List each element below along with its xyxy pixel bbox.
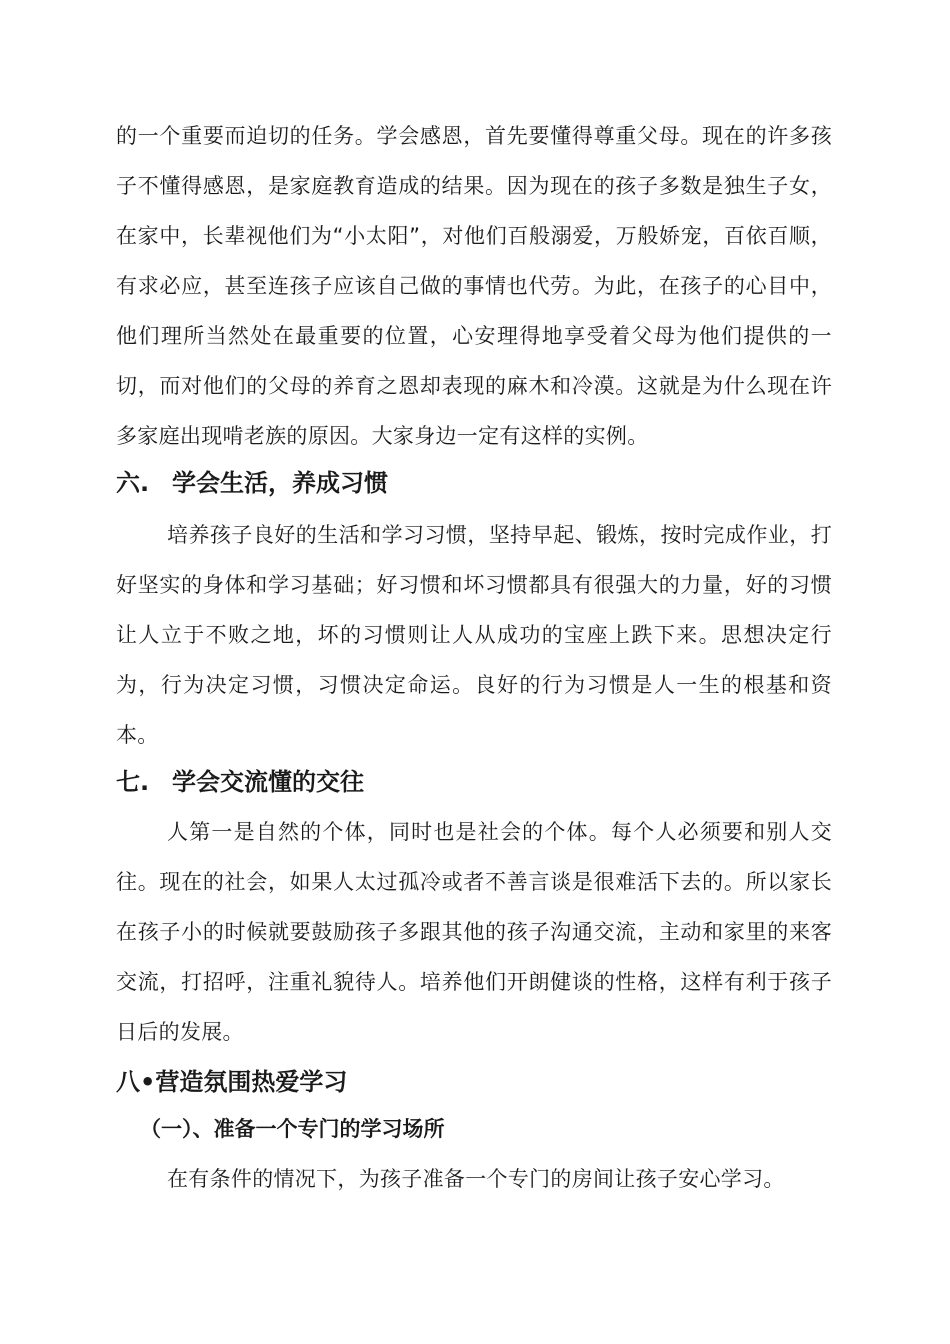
section-7-number: 七.: [116, 768, 150, 796]
section-8-subsection-1-body: 在有条件的情况下，为孩子准备一个专门的房间让孩子安心学习。: [167, 1167, 785, 1191]
section-7-body: 人第一是自然的个体，同时也是社会的个体。每个人必须要和别人交往。现在的社会，如果人太过孤冷或者不善言谈是很难活下去的。所以家长在孩子小的时候就要鼓励孩子多跟其他的孩子沟通交流，主动和家里的来客交流，打招呼，注重礼貌待人。培养他们开朗健谈的性格，这样有利于孩子日后的发展。: [116, 820, 832, 1044]
section-8-heading: 八•营造氛围热爱学习: [116, 1068, 348, 1096]
section-6-title: 学会生活，养成习惯: [172, 469, 388, 497]
section-7-heading: [116, 765, 364, 799]
section-8-subsection-1-heading: （一）、准备一个专门的学习场所: [140, 1117, 445, 1141]
section-7-title: 学会交流懂的交往: [172, 768, 364, 796]
paragraph-gratitude-continued: 的一个重要而迫切的任务。学会感恩，首先要懂得尊重父母。现在的许多孩子不懂得感恩，是家庭教育造成的结果。因为现在的孩子多数是独生子女，在家中，长辈视他们为“小太阳”，对他们百般溺爱，万般娇宠，百依百顺，有求必应，甚至连孩子应该自己做的事情也代劳。为此，在孩子的心目中，他们理所当然处在最重要的位置，心安理得地享受着父母为他们提供的一切，而对他们的父母的养育之恩却表现的麻木和冷漠。这就是为什么现在许多家庭出现啃老族的原因。大家身边一定有这样的实例。: [116, 124, 832, 448]
section-6-heading: [116, 466, 388, 500]
section-6-body: 培养孩子良好的生活和学习习惯，坚持早起、锻炼，按时完成作业，打好坚实的身体和学习基础；好习惯和坏习惯都具有很强大的力量，好的习惯让人立于不败之地，坏的习惯则让人从成功的宝座上跌下来。思想决定行为，行为决定习惯，习惯决定命运。良好的行为习惯是人一生的根基和资本。: [116, 523, 832, 747]
section-6-number: 六.: [116, 469, 150, 497]
